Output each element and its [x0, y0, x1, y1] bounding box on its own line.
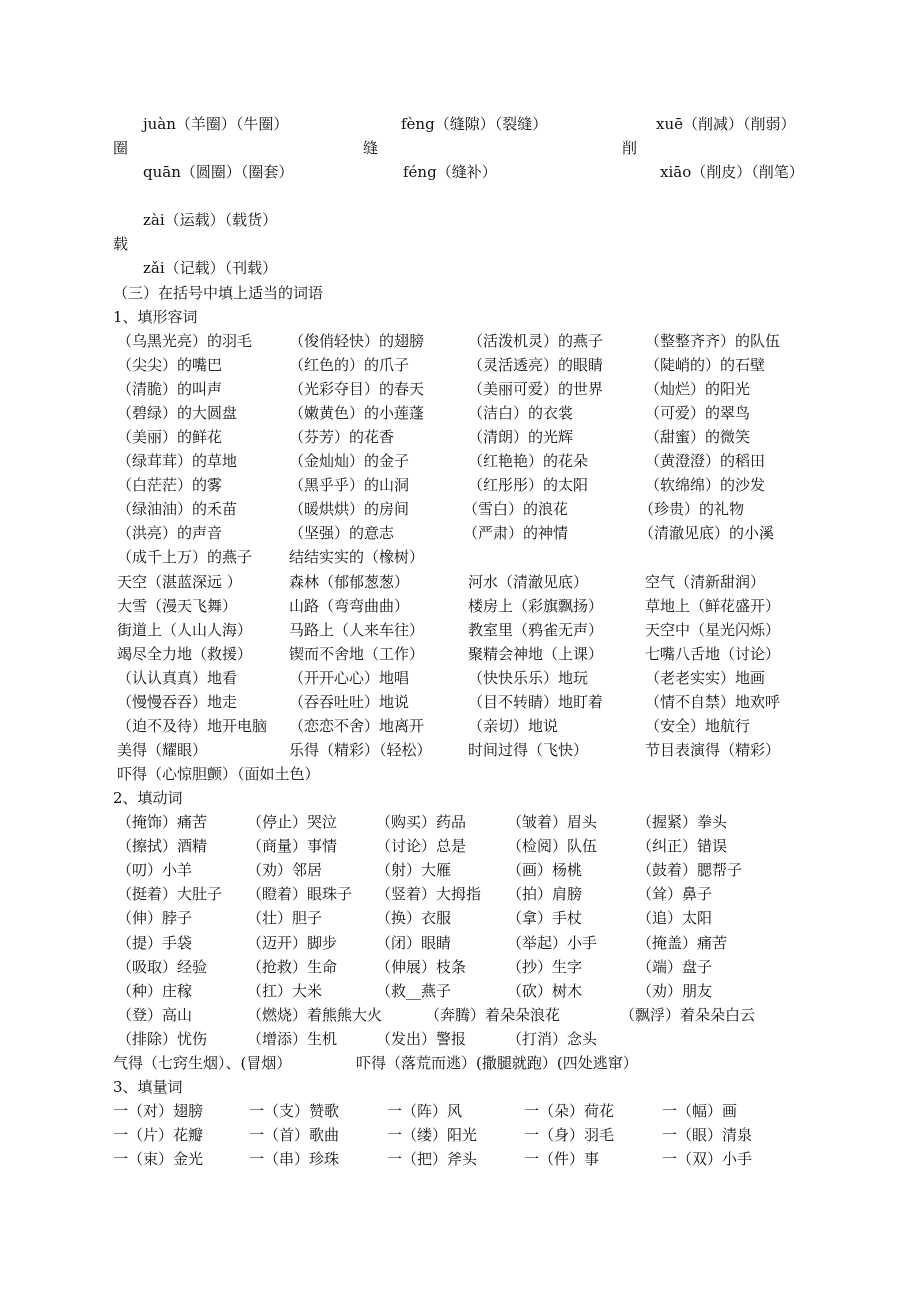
- word-entry: （白茫茫）的雾: [117, 476, 223, 495]
- word-row: [0, 354, 920, 378]
- word-row: [0, 426, 920, 450]
- word-row: [0, 980, 920, 1004]
- word-entry: （举起）小手: [507, 933, 598, 952]
- word-entry: 一（件）事: [524, 1150, 600, 1169]
- word-entry: （迫不及待）地开电脑: [117, 716, 268, 735]
- pinyin-entry: féng（缝补）: [403, 163, 497, 181]
- section-title: （三）在括号中填上适当的词语: [113, 284, 324, 302]
- measure-heading-row: [0, 1076, 920, 1100]
- word-entry: （乌黑光亮）的羽毛: [117, 332, 253, 350]
- word-entry: （俊俏轻快）的翅膀: [289, 332, 425, 350]
- word-entry: （认认真真）地看: [117, 668, 238, 687]
- word-entry: 竭尽全力地（救援）: [117, 644, 253, 663]
- word-entry: （红彤彤）的太阳: [468, 476, 589, 495]
- word-entry: 七嘴八舌地（讨论）: [645, 644, 781, 663]
- word-entry: （瞪着）眼珠子: [247, 885, 353, 904]
- word-entry: 马路上（人来车往）: [289, 620, 425, 639]
- word-row: [0, 835, 920, 859]
- word-row: [0, 1148, 920, 1172]
- word-entry: （软绵绵）的沙发: [645, 476, 766, 495]
- word-row: [0, 956, 920, 980]
- word-entry: 河水（清澈见底）: [468, 572, 589, 591]
- verb-heading-row: [0, 787, 920, 811]
- word-entry: （抢救）生命: [247, 957, 338, 976]
- word-entry: （绿油油）的禾苗: [117, 500, 238, 519]
- word-entry: （掩饰）痛苦: [117, 813, 208, 831]
- word-entry: （劝）朋友: [637, 981, 713, 1000]
- word-entry: （恋恋不舍）地离开: [289, 716, 425, 735]
- word-row: [0, 450, 920, 474]
- pinyin-entry: zài（运载）（载货）: [143, 211, 278, 229]
- word-entry: 乐得（精彩）（轻松）: [289, 740, 432, 759]
- word-entry: 锲而不舍地（工作）: [289, 644, 425, 663]
- word-entry: （停止）哭泣: [247, 813, 338, 831]
- word-entry: （燃烧）着熊熊大火: [247, 1005, 383, 1024]
- measure-heading: 3、填量词: [113, 1078, 183, 1096]
- word-entry: 一（身）羽毛: [524, 1126, 615, 1145]
- pinyin-entry: zǎi（记载）（刊载）: [143, 259, 278, 277]
- word-entry: 天空中（星光闪烁）: [645, 620, 781, 639]
- word-entry: （清脆）的叫声: [117, 380, 223, 399]
- word-row: [0, 715, 920, 739]
- word-entry: （握紧）拳头: [637, 813, 728, 831]
- word-row: [0, 763, 920, 787]
- pinyin-entry: xuē（削减）（削弱）: [656, 115, 796, 133]
- word-entry: （叨）小羊: [117, 861, 193, 880]
- word-entry: 大雪（漫天飞舞）: [117, 596, 238, 615]
- word-entry: （碧绿）的大圆盘: [117, 404, 238, 423]
- section-title-row: [0, 282, 920, 306]
- pinyin-entry: xiāo（削皮）（削笔）: [660, 163, 804, 181]
- word-entry: （闭）眼睛: [376, 933, 452, 952]
- word-entry: （亲切）地说: [468, 716, 559, 735]
- word-entry: （美丽可爱）的世界: [468, 380, 604, 399]
- adjective-heading-row: [0, 306, 920, 330]
- word-entry: （洁白）的衣裳: [468, 404, 574, 423]
- word-entry: （光彩夺目）的春天: [289, 380, 425, 399]
- word-entry: （飘浮）着朵朵白云: [620, 1005, 756, 1024]
- word-entry: （暖烘烘）的房间: [289, 500, 410, 519]
- word-row: [0, 595, 920, 619]
- word-entry: （纠正）错误: [637, 837, 728, 856]
- word-row: [0, 932, 920, 956]
- word-entry: 山路（弯弯曲曲）: [289, 596, 410, 615]
- word-entry: （挺着）大肚子: [117, 885, 223, 904]
- word-entry: （壮）胆子: [247, 909, 323, 928]
- word-entry: 一（支）赞歌: [249, 1102, 340, 1120]
- word-row: [0, 691, 920, 715]
- word-entry: 空气（清新甜润）: [645, 572, 766, 591]
- word-entry: 时间过得（飞快）: [468, 740, 589, 759]
- word-entry: （检阅）队伍: [507, 837, 598, 856]
- word-entry: （增添）生机: [247, 1029, 338, 1048]
- word-entry: 街道上（人山人海）: [117, 620, 253, 639]
- word-entry: （画）杨桃: [507, 861, 583, 880]
- word-row: [0, 474, 920, 498]
- word-entry: （商量）事情: [247, 837, 338, 856]
- polyphonic-row: [0, 257, 920, 281]
- polyphonic-char-row: [0, 137, 920, 161]
- word-entry: 一（幅）画: [662, 1102, 738, 1120]
- verb-heading: 2、填动词: [113, 789, 183, 807]
- word-row: [0, 811, 920, 835]
- word-entry: （嫩黄色）的小莲蓬: [289, 404, 425, 423]
- word-entry: （灿烂）的阳光: [645, 380, 751, 399]
- word-entry: （耸）鼻子: [637, 885, 713, 904]
- word-entry: （迈开）脚步: [247, 933, 338, 952]
- word-entry: （劝）邻居: [247, 861, 323, 880]
- word-entry: （奔腾）着朵朵浪花: [425, 1005, 561, 1024]
- adjective-heading: 1、填形容词: [113, 308, 198, 326]
- word-entry: 吓得（心惊胆颤）（面如土色）: [117, 764, 320, 783]
- word-entry: （雪白）的浪花: [463, 500, 569, 519]
- word-row: [0, 1028, 920, 1052]
- word-row: [0, 1052, 920, 1076]
- word-entry: （救__燕子: [376, 981, 452, 1000]
- word-entry: 一（束）金光: [113, 1150, 204, 1169]
- word-entry: （鼓着）腮帮子: [637, 861, 743, 880]
- word-entry: （讨论）总是: [376, 837, 467, 856]
- word-entry: （吸取）经验: [117, 957, 208, 976]
- pinyin-entry: juàn（羊圈）（牛圈）: [143, 115, 289, 133]
- word-entry: （开开心心）地唱: [289, 668, 410, 687]
- word-row: [0, 498, 920, 522]
- polyphonic-char-row: [0, 233, 920, 257]
- word-entry: （抄）生字: [507, 957, 583, 976]
- word-row: [0, 739, 920, 763]
- word-entry: 草地上（鲜花盛开）: [645, 596, 781, 615]
- word-entry: 一（对）翅膀: [113, 1102, 204, 1120]
- word-entry: （成千上万）的燕子: [117, 548, 253, 567]
- word-entry: （安全）地航行: [645, 716, 751, 735]
- word-entry: （发出）警报: [376, 1029, 467, 1048]
- word-entry: （购买）药品: [376, 813, 467, 831]
- word-entry: （登）高山: [117, 1005, 193, 1024]
- word-entry: 教室里（鸦雀无声）: [468, 620, 604, 639]
- word-entry: 节目表演得（精彩）: [645, 740, 781, 759]
- word-entry: （拍）肩膀: [507, 885, 583, 904]
- word-entry: （砍）树木: [507, 981, 583, 1000]
- word-row: [0, 402, 920, 426]
- word-row: [0, 883, 920, 907]
- word-entry: （尖尖）的嘴巴: [117, 356, 223, 375]
- word-entry: （红色的）的爪子: [289, 356, 410, 375]
- polyphonic-char: 缝: [363, 139, 379, 157]
- word-entry: （端）盘子: [637, 957, 713, 976]
- word-entry: （活泼机灵）的燕子: [468, 332, 604, 350]
- word-row: [0, 330, 920, 354]
- word-entry: （金灿灿）的金子: [289, 452, 410, 471]
- word-entry: 一（缕）阳光: [387, 1126, 478, 1145]
- word-entry: 天空（湛蓝深远 ）: [117, 572, 242, 591]
- word-entry: （甜蜜）的微笑: [645, 428, 751, 447]
- word-entry: （情不自禁）地欢呼: [645, 692, 781, 711]
- word-row: [0, 907, 920, 931]
- word-entry: （打消）念头: [507, 1029, 598, 1048]
- word-entry: 一（串）珍珠: [249, 1150, 340, 1169]
- word-entry: （皱着）眉头: [507, 813, 598, 831]
- word-entry: 一（首）歌曲: [249, 1126, 340, 1145]
- word-entry: （整整齐齐）的队伍: [645, 332, 781, 350]
- word-entry: （竖着）大拇指: [376, 885, 482, 904]
- word-row: [0, 619, 920, 643]
- word-entry: （清澈见底）的小溪: [639, 524, 775, 543]
- polyphonic-char: 载: [113, 235, 129, 253]
- polyphonic-row: [0, 113, 920, 137]
- word-entry: （坚强）的意志: [289, 524, 395, 543]
- word-entry: （吞吞吐吐）地说: [289, 692, 410, 711]
- word-entry: 一（朵）荷花: [524, 1102, 615, 1120]
- pinyin-entry: quān（圆圈）（圈套）: [143, 163, 294, 181]
- word-entry: （掩盖）痛苦: [637, 933, 728, 952]
- word-entry: （清朗）的光辉: [468, 428, 574, 447]
- word-entry: 结结实实的（橡树）: [289, 548, 425, 567]
- word-entry: 楼房上（彩旗飘扬）: [468, 596, 604, 615]
- word-entry: （伸）脖子: [117, 909, 193, 928]
- word-entry: （陡峭的）的石壁: [645, 356, 766, 375]
- word-entry: （慢慢吞吞）地走: [117, 692, 238, 711]
- word-entry: （追）太阳: [637, 909, 713, 928]
- word-entry: （黑乎乎）的山洞: [289, 476, 410, 495]
- word-entry: （红艳艳）的花朵: [468, 452, 589, 471]
- word-entry: （灵活透亮）的眼睛: [468, 356, 604, 375]
- word-entry: （射）大雁: [376, 861, 452, 880]
- polyphonic-row: [0, 161, 920, 185]
- polyphonic-row: [0, 209, 920, 233]
- word-entry: （可爱）的翠鸟: [645, 404, 751, 423]
- word-entry: （快快乐乐）地玩: [468, 668, 589, 687]
- word-entry: （伸展）枝条: [376, 957, 467, 976]
- word-entry: （拿）手杖: [507, 909, 583, 928]
- word-row: [0, 859, 920, 883]
- pinyin-entry: fèng（缝隙）（裂缝）: [401, 115, 548, 133]
- word-entry: （擦拭）酒精: [117, 837, 208, 856]
- word-row: [0, 1004, 920, 1028]
- word-row: [0, 378, 920, 402]
- word-row: [0, 667, 920, 691]
- word-entry: 吓得（落荒而逃）(撒腿就跑）(四处逃窜）: [356, 1054, 638, 1072]
- word-entry: 一（片）花瓣: [113, 1126, 204, 1145]
- word-entry: （洪亮）的声音: [117, 524, 223, 543]
- word-entry: 气得（七窍生烟）、(冒烟）: [113, 1054, 292, 1072]
- word-entry: 聚精会神地（上课）: [468, 644, 604, 663]
- word-entry: 一（眼）清泉: [662, 1126, 753, 1145]
- word-entry: （排除）忧伤: [117, 1029, 208, 1048]
- word-entry: （老老实实）地画: [645, 668, 766, 687]
- word-entry: （美丽）的鲜花: [117, 428, 223, 447]
- word-row: [0, 1100, 920, 1124]
- polyphonic-char: 圈: [113, 139, 129, 157]
- word-entry: （提）手袋: [117, 933, 193, 952]
- word-entry: （芬芳）的花香: [289, 428, 395, 447]
- word-row: [0, 522, 920, 546]
- word-row: [0, 571, 920, 595]
- word-entry: （严肃）的神情: [463, 524, 569, 543]
- word-entry: 一（阵）风: [387, 1102, 463, 1120]
- word-entry: （种）庄稼: [117, 981, 193, 1000]
- word-entry: （黄澄澄）的稻田: [645, 452, 766, 471]
- word-entry: 美得（耀眼）: [117, 740, 208, 759]
- word-entry: （换）衣服: [376, 909, 452, 928]
- word-entry: 森林（郁郁葱葱）: [289, 572, 410, 591]
- word-entry: （目不转睛）地盯着: [468, 692, 604, 711]
- word-row: [0, 1124, 920, 1148]
- polyphonic-char: 削: [622, 139, 638, 157]
- word-row: [0, 643, 920, 667]
- word-entry: 一（双）小手: [662, 1150, 753, 1169]
- word-row: [0, 546, 920, 570]
- word-entry: 一（把）斧头: [387, 1150, 478, 1169]
- word-entry: （珍贵）的礼物: [639, 500, 745, 519]
- word-entry: （绿茸茸）的草地: [117, 452, 238, 471]
- word-entry: （扛）大米: [247, 981, 323, 1000]
